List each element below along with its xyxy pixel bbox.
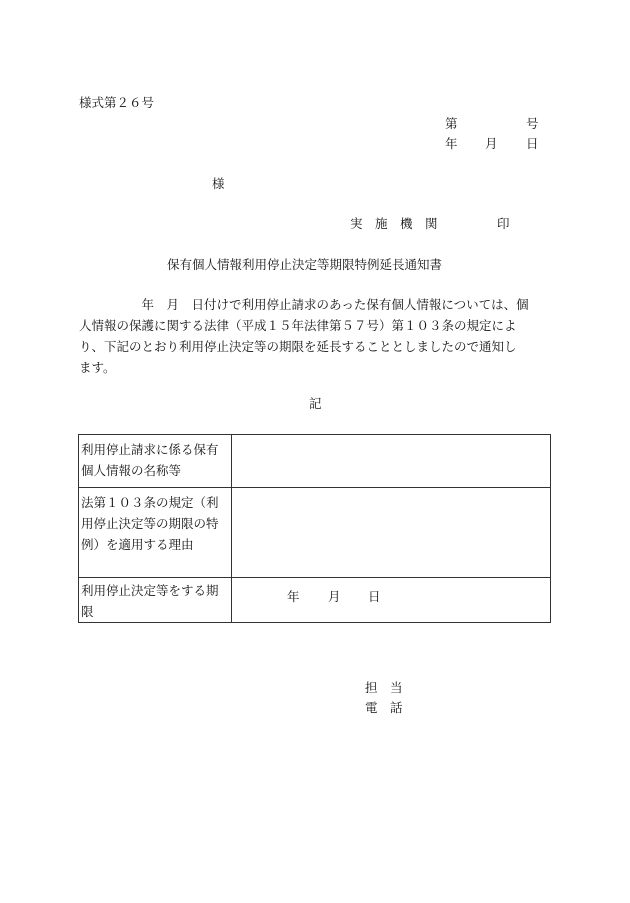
deadline-month: 月 bbox=[328, 589, 341, 604]
table-row bbox=[79, 435, 551, 488]
body-line: ます。 bbox=[79, 360, 116, 375]
row-label: 利用停止決定等をする期 限 bbox=[79, 578, 232, 623]
detail-table bbox=[78, 434, 551, 623]
date-month: 月 bbox=[485, 136, 498, 151]
doc-number-prefix: 第 bbox=[445, 116, 458, 131]
deadline-day: 日 bbox=[368, 589, 381, 604]
issuer-seal: 印 bbox=[497, 216, 510, 231]
form-number: 様式第２６号 bbox=[79, 95, 155, 110]
body-line: 年 月 日付けで利用停止請求のあった保有個人情報については、個 bbox=[79, 297, 529, 312]
table-row bbox=[79, 488, 551, 578]
notice-body bbox=[79, 294, 553, 378]
row-label: 法第１０３条の規定（利 用停止決定等の期限の特 例）を適用する理由 bbox=[79, 488, 232, 578]
date-year: 年 bbox=[445, 136, 458, 151]
addressee-suffix: 様 bbox=[212, 176, 225, 191]
doc-number-suffix: 号 bbox=[526, 116, 539, 131]
ki-heading: 記 bbox=[309, 396, 322, 411]
row-label: 利用停止請求に係る保有 個人情報の名称等 bbox=[79, 435, 232, 488]
contact-phone: 電 話 bbox=[365, 700, 403, 715]
date-day: 日 bbox=[526, 136, 539, 151]
issuer-name: 実 施 機 関 bbox=[350, 216, 438, 231]
document-title: 保有個人情報利用停止決定等期限特例延長通知書 bbox=[167, 257, 443, 272]
row-value-deadline[interactable] bbox=[232, 578, 551, 623]
row-value[interactable] bbox=[232, 488, 551, 578]
row-value[interactable] bbox=[232, 435, 551, 488]
body-line: り、下記のとおり利用停止決定等の期限を延長することとしましたので通知し bbox=[79, 339, 517, 354]
body-line: 人情報の保護に関する法律（平成１５年法律第５７号）第１０３条の規定によ bbox=[79, 318, 517, 333]
deadline-year: 年 bbox=[287, 589, 300, 604]
table-row bbox=[79, 578, 551, 623]
contact-person: 担 当 bbox=[365, 680, 403, 695]
